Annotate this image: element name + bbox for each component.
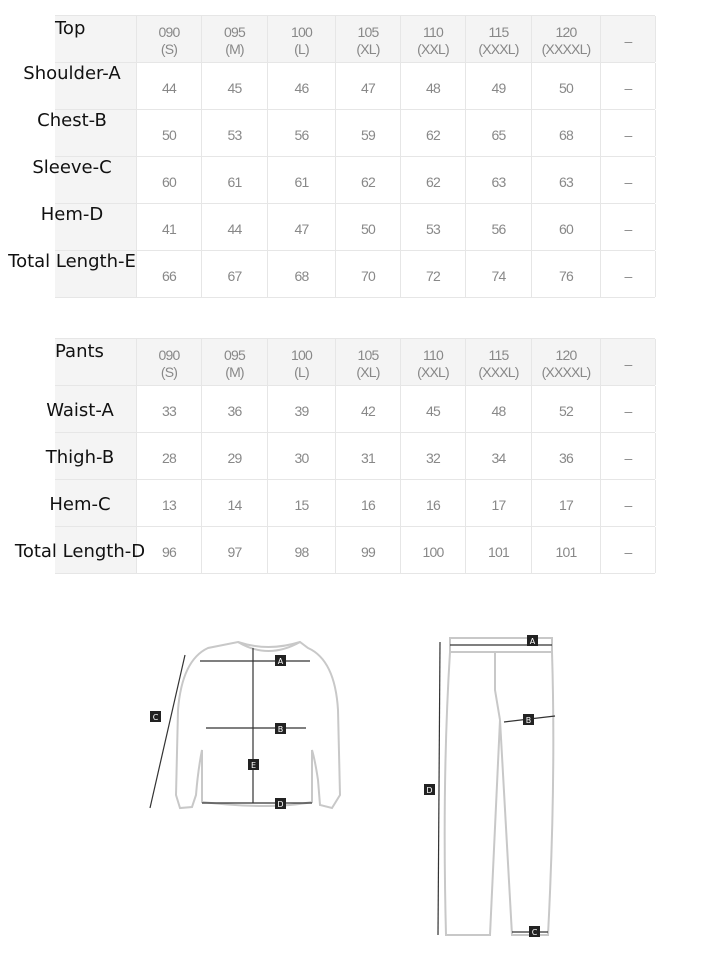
value-cell: 63 bbox=[466, 157, 532, 203]
value-cell: 62 bbox=[401, 157, 466, 203]
top-size-table bbox=[8, 15, 655, 298]
size-header bbox=[601, 339, 656, 385]
size-label: (XXL) bbox=[417, 364, 449, 380]
value-cell: – bbox=[601, 527, 656, 573]
value-cell: 17 bbox=[466, 480, 532, 526]
value-cell: 16 bbox=[336, 480, 401, 526]
value-cell: 53 bbox=[202, 110, 268, 156]
value-cell: 96 bbox=[137, 527, 202, 573]
size-header bbox=[401, 16, 466, 62]
value-cell: 39 bbox=[268, 386, 336, 432]
size-number: 120 bbox=[555, 24, 577, 40]
size-number: – bbox=[624, 32, 632, 49]
size-header bbox=[268, 16, 336, 62]
size-label: (XXXXL) bbox=[541, 364, 591, 380]
value-cell: 16 bbox=[401, 480, 466, 526]
value-cell: – bbox=[601, 251, 656, 297]
table-row bbox=[32, 157, 655, 204]
value-cell: 67 bbox=[202, 251, 268, 297]
value-cell: 70 bbox=[336, 251, 401, 297]
table-row bbox=[46, 386, 655, 433]
marker-a-label: A bbox=[277, 657, 284, 666]
size-label: (L) bbox=[294, 41, 309, 57]
value-cell: 44 bbox=[202, 204, 268, 250]
size-number: 090 bbox=[158, 347, 180, 363]
size-label: (M) bbox=[225, 41, 244, 57]
value-cell: 62 bbox=[336, 157, 401, 203]
marker-b-label: B bbox=[277, 725, 284, 734]
value-cell: 99 bbox=[336, 527, 401, 573]
header-row bbox=[55, 16, 655, 63]
size-header bbox=[202, 339, 268, 385]
value-cell: 47 bbox=[268, 204, 336, 250]
size-number: 100 bbox=[291, 24, 312, 40]
size-label: (M) bbox=[225, 364, 244, 380]
value-cell: 97 bbox=[202, 527, 268, 573]
row-label: Hem-D bbox=[40, 204, 104, 225]
value-cell: 50 bbox=[336, 204, 401, 250]
value-cell: 34 bbox=[466, 433, 532, 479]
value-cell: 33 bbox=[137, 386, 202, 432]
size-header bbox=[137, 16, 202, 62]
value-cell: 60 bbox=[137, 157, 202, 203]
value-cell: 44 bbox=[137, 63, 202, 109]
value-cell: 63 bbox=[532, 157, 601, 203]
size-number: 115 bbox=[488, 24, 509, 40]
size-header bbox=[137, 339, 202, 385]
value-cell: – bbox=[601, 110, 656, 156]
marker-c-label: C bbox=[531, 928, 538, 937]
value-cell: 45 bbox=[401, 386, 466, 432]
top-measurement-diagram bbox=[140, 630, 350, 820]
size-number: 120 bbox=[555, 347, 577, 363]
pants-size-table bbox=[14, 338, 655, 574]
row-label: Hem-C bbox=[49, 494, 111, 515]
table-row bbox=[45, 433, 655, 480]
value-cell: 15 bbox=[268, 480, 336, 526]
size-number: 110 bbox=[423, 347, 443, 363]
value-cell: 53 bbox=[401, 204, 466, 250]
size-label: (L) bbox=[294, 364, 309, 380]
value-cell: 60 bbox=[532, 204, 601, 250]
size-number: 095 bbox=[224, 347, 245, 363]
size-header bbox=[532, 16, 601, 62]
table-row bbox=[49, 480, 655, 527]
row-label: Total Length-D bbox=[14, 541, 146, 562]
size-label: (XL) bbox=[356, 41, 380, 57]
value-cell: 61 bbox=[202, 157, 268, 203]
value-cell: 29 bbox=[202, 433, 268, 479]
value-cell: 14 bbox=[202, 480, 268, 526]
value-cell: 72 bbox=[401, 251, 466, 297]
value-cell: 48 bbox=[466, 386, 532, 432]
value-cell: 50 bbox=[532, 63, 601, 109]
value-cell: 56 bbox=[268, 110, 336, 156]
value-cell: 74 bbox=[466, 251, 532, 297]
size-label: (S) bbox=[160, 364, 178, 380]
value-cell: 68 bbox=[532, 110, 601, 156]
header-row bbox=[55, 339, 655, 386]
value-cell: 48 bbox=[401, 63, 466, 109]
marker-d-label: D bbox=[277, 800, 284, 809]
marker-d-label: D bbox=[426, 786, 433, 795]
size-header bbox=[532, 339, 601, 385]
value-cell: 46 bbox=[268, 63, 336, 109]
size-number: – bbox=[624, 355, 632, 372]
value-cell: 32 bbox=[401, 433, 466, 479]
value-cell: 28 bbox=[137, 433, 202, 479]
value-cell: 59 bbox=[336, 110, 401, 156]
size-label: (XXXXL) bbox=[541, 41, 591, 57]
value-cell: 30 bbox=[268, 433, 336, 479]
value-cell: 41 bbox=[137, 204, 202, 250]
size-label: (XXXL) bbox=[478, 364, 519, 380]
value-cell: 76 bbox=[532, 251, 601, 297]
value-cell: 31 bbox=[336, 433, 401, 479]
value-cell: 62 bbox=[401, 110, 466, 156]
row-label: Waist-A bbox=[46, 400, 114, 421]
value-cell: 65 bbox=[466, 110, 532, 156]
value-cell: 50 bbox=[137, 110, 202, 156]
pants-measurement-diagram bbox=[420, 630, 570, 945]
row-label: Total Length-E bbox=[8, 251, 136, 272]
table-title: Pants bbox=[55, 341, 104, 362]
value-cell: – bbox=[601, 157, 656, 203]
value-cell: 36 bbox=[202, 386, 268, 432]
marker-b-label: B bbox=[525, 716, 532, 725]
size-header bbox=[466, 339, 532, 385]
table-row bbox=[23, 63, 655, 110]
value-cell: – bbox=[601, 63, 656, 109]
value-cell: 101 bbox=[532, 527, 601, 573]
table-row bbox=[8, 251, 655, 298]
value-cell: 13 bbox=[137, 480, 202, 526]
value-cell: 45 bbox=[202, 63, 268, 109]
value-cell: 56 bbox=[466, 204, 532, 250]
value-cell: – bbox=[601, 480, 656, 526]
value-cell: 68 bbox=[268, 251, 336, 297]
size-number: 110 bbox=[423, 24, 443, 40]
value-cell: 49 bbox=[466, 63, 532, 109]
marker-c-label: C bbox=[152, 713, 159, 722]
value-cell: 42 bbox=[336, 386, 401, 432]
size-number: 095 bbox=[224, 24, 245, 40]
size-header bbox=[202, 16, 268, 62]
size-header bbox=[336, 339, 401, 385]
size-header bbox=[601, 16, 656, 62]
value-cell: 36 bbox=[532, 433, 601, 479]
table-title: Top bbox=[55, 18, 86, 39]
size-header bbox=[466, 16, 532, 62]
size-label: (XXXL) bbox=[478, 41, 519, 57]
value-cell: 100 bbox=[401, 527, 466, 573]
value-cell: 101 bbox=[466, 527, 532, 573]
size-header bbox=[401, 339, 466, 385]
value-cell: 47 bbox=[336, 63, 401, 109]
value-cell: – bbox=[601, 204, 656, 250]
size-label: (XXL) bbox=[417, 41, 449, 57]
value-cell: – bbox=[601, 386, 656, 432]
table-row bbox=[37, 110, 655, 157]
row-label: Thigh-B bbox=[45, 447, 115, 468]
size-header bbox=[268, 339, 336, 385]
marker-a-label: A bbox=[529, 637, 536, 646]
size-number: 105 bbox=[357, 24, 379, 40]
value-cell: 98 bbox=[268, 527, 336, 573]
value-cell: 17 bbox=[532, 480, 601, 526]
row-label: Chest-B bbox=[37, 110, 107, 131]
table-row bbox=[40, 204, 655, 251]
size-label: (XL) bbox=[356, 364, 380, 380]
value-cell: 52 bbox=[532, 386, 601, 432]
size-number: 100 bbox=[291, 347, 312, 363]
table-row bbox=[14, 527, 655, 574]
size-header bbox=[336, 16, 401, 62]
size-label: (S) bbox=[160, 41, 178, 57]
size-number: 115 bbox=[488, 347, 509, 363]
value-cell: 61 bbox=[268, 157, 336, 203]
size-number: 090 bbox=[158, 24, 180, 40]
marker-e-label: E bbox=[250, 761, 257, 770]
value-cell: 66 bbox=[137, 251, 202, 297]
row-label: Sleeve-C bbox=[32, 157, 112, 178]
value-cell: – bbox=[601, 433, 656, 479]
row-label: Shoulder-A bbox=[23, 63, 121, 84]
size-number: 105 bbox=[357, 347, 379, 363]
